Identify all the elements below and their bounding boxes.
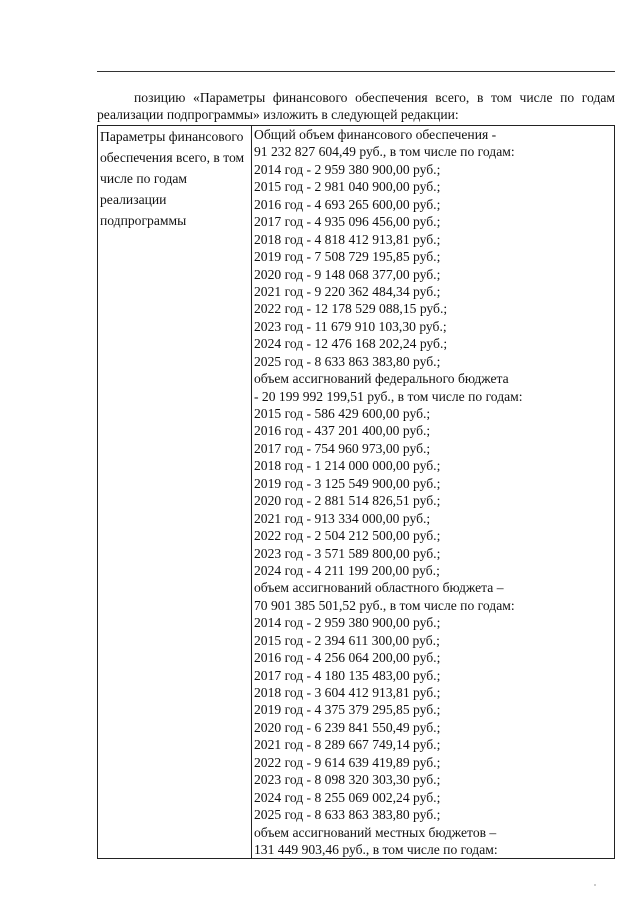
funding-line: 2021 год - 913 334 000,00 руб.;: [254, 510, 431, 526]
parameter-value-cell: [252, 126, 615, 859]
funding-line: 2020 год - 6 239 841 550,49 руб.;: [254, 719, 441, 735]
funding-line: 2018 год - 3 604 412 913,81 руб.;: [254, 685, 441, 700]
funding-line: объем ассигнований федерального бюджета: [254, 371, 509, 387]
funding-line: 2014 год - 2 959 380 900,00 руб.;: [254, 161, 441, 177]
funding-line: 2015 год - 586 429 600,00 руб.;: [254, 406, 431, 421]
funding-line: 70 901 385 501,52 руб., в том числе по годам:: [254, 597, 515, 613]
funding-line: 91 232 827 604,49 руб., в том числе по годам:: [254, 144, 515, 160]
funding-line: 2015 год - 2 981 040 900,00 руб.;: [254, 179, 441, 195]
funding-line: 2015 год - 2 394 611 300,00 руб.;: [254, 632, 440, 648]
parameter-name-cell: [98, 126, 252, 859]
funding-line: 131 449 903,46 руб., в том числе по годам:: [254, 841, 498, 857]
funding-line: 2025 год - 8 633 863 383,80 руб.;: [254, 807, 441, 823]
funding-line: 2017 год - 4 935 096 456,00 руб.;: [254, 214, 441, 230]
funding-line: 2018 год - 4 818 412 913,81 руб.;: [254, 231, 441, 247]
funding-line: 2019 год - 7 508 729 195,85 руб.;: [254, 249, 441, 265]
funding-line: 2022 год - 9 614 639 419,89 руб.;: [254, 754, 441, 770]
funding-line: 2023 год - 8 098 320 303,30 руб.;: [254, 772, 441, 788]
funding-line: 2019 год - 3 125 549 900,00 руб.;: [254, 475, 441, 491]
funding-line: объем ассигнований областного бюджета –: [254, 580, 504, 596]
funding-line: 2024 год - 4 211 199 200,00 руб.;: [254, 562, 440, 578]
funding-line: 2020 год - 9 148 068 377,00 руб.;: [254, 266, 441, 282]
funding-line: 2016 год - 4 693 265 600,00 руб.;: [254, 196, 441, 212]
funding-line: 2025 год - 8 633 863 383,80 руб.;: [254, 353, 441, 369]
funding-line: 2020 год - 2 881 514 826,51 руб.;: [254, 493, 441, 509]
funding-line: 2023 год - 3 571 589 800,00 руб.;: [254, 545, 441, 561]
funding-line: 2021 год - 8 289 667 749,14 руб.;: [254, 737, 441, 753]
funding-line: 2021 год - 9 220 362 484,34 руб.;: [254, 283, 441, 299]
funding-line: 2019 год - 4 375 379 295,85 руб.;: [254, 702, 441, 718]
funding-line: 2014 год - 2 959 380 900,00 руб.;: [254, 615, 441, 631]
parameters-table: [97, 125, 615, 859]
intro-paragraph: позицию «Параметры финансового обеспечения всего, в том числе по годам реализации подпрограммы» изложить в следующей редакции:: [97, 90, 615, 122]
funding-line: объем ассигнований местных бюджетов –: [254, 824, 497, 840]
funding-line: 2022 год - 12 178 529 088,15 руб.;: [254, 301, 448, 317]
funding-line: - 20 199 992 199,51 руб., в том числе по годам:: [254, 388, 523, 404]
parameter-name-text: Параметры финансового обеспечения всего, в том числе по годам реализации подпрограммы: [100, 129, 245, 228]
funding-line: 2017 год - 754 960 973,00 руб.;: [254, 440, 431, 456]
table-row: [98, 126, 615, 859]
funding-line: 2024 год - 8 255 069 002,24 руб.;: [254, 789, 441, 805]
funding-line: 2022 год - 2 504 212 500,00 руб.;: [254, 528, 441, 544]
funding-line: 2023 год - 11 679 910 103,30 руб.;: [254, 318, 447, 334]
funding-line: 2024 год - 12 476 168 202,24 руб.;: [254, 336, 448, 352]
funding-line: Общий объем финансового обеспечения -: [254, 127, 497, 142]
header-rule: [97, 71, 615, 72]
funding-line: 2016 год - 4 256 064 200,00 руб.;: [254, 650, 441, 666]
funding-line: 2018 год - 1 214 000 000,00 руб.;: [254, 458, 441, 474]
funding-line: 2017 год - 4 180 135 483,00 руб.;: [254, 667, 441, 683]
scan-artifact: [594, 884, 596, 886]
funding-lines-list: [254, 126, 614, 858]
funding-line: 2016 год - 437 201 400,00 руб.;: [254, 423, 431, 439]
